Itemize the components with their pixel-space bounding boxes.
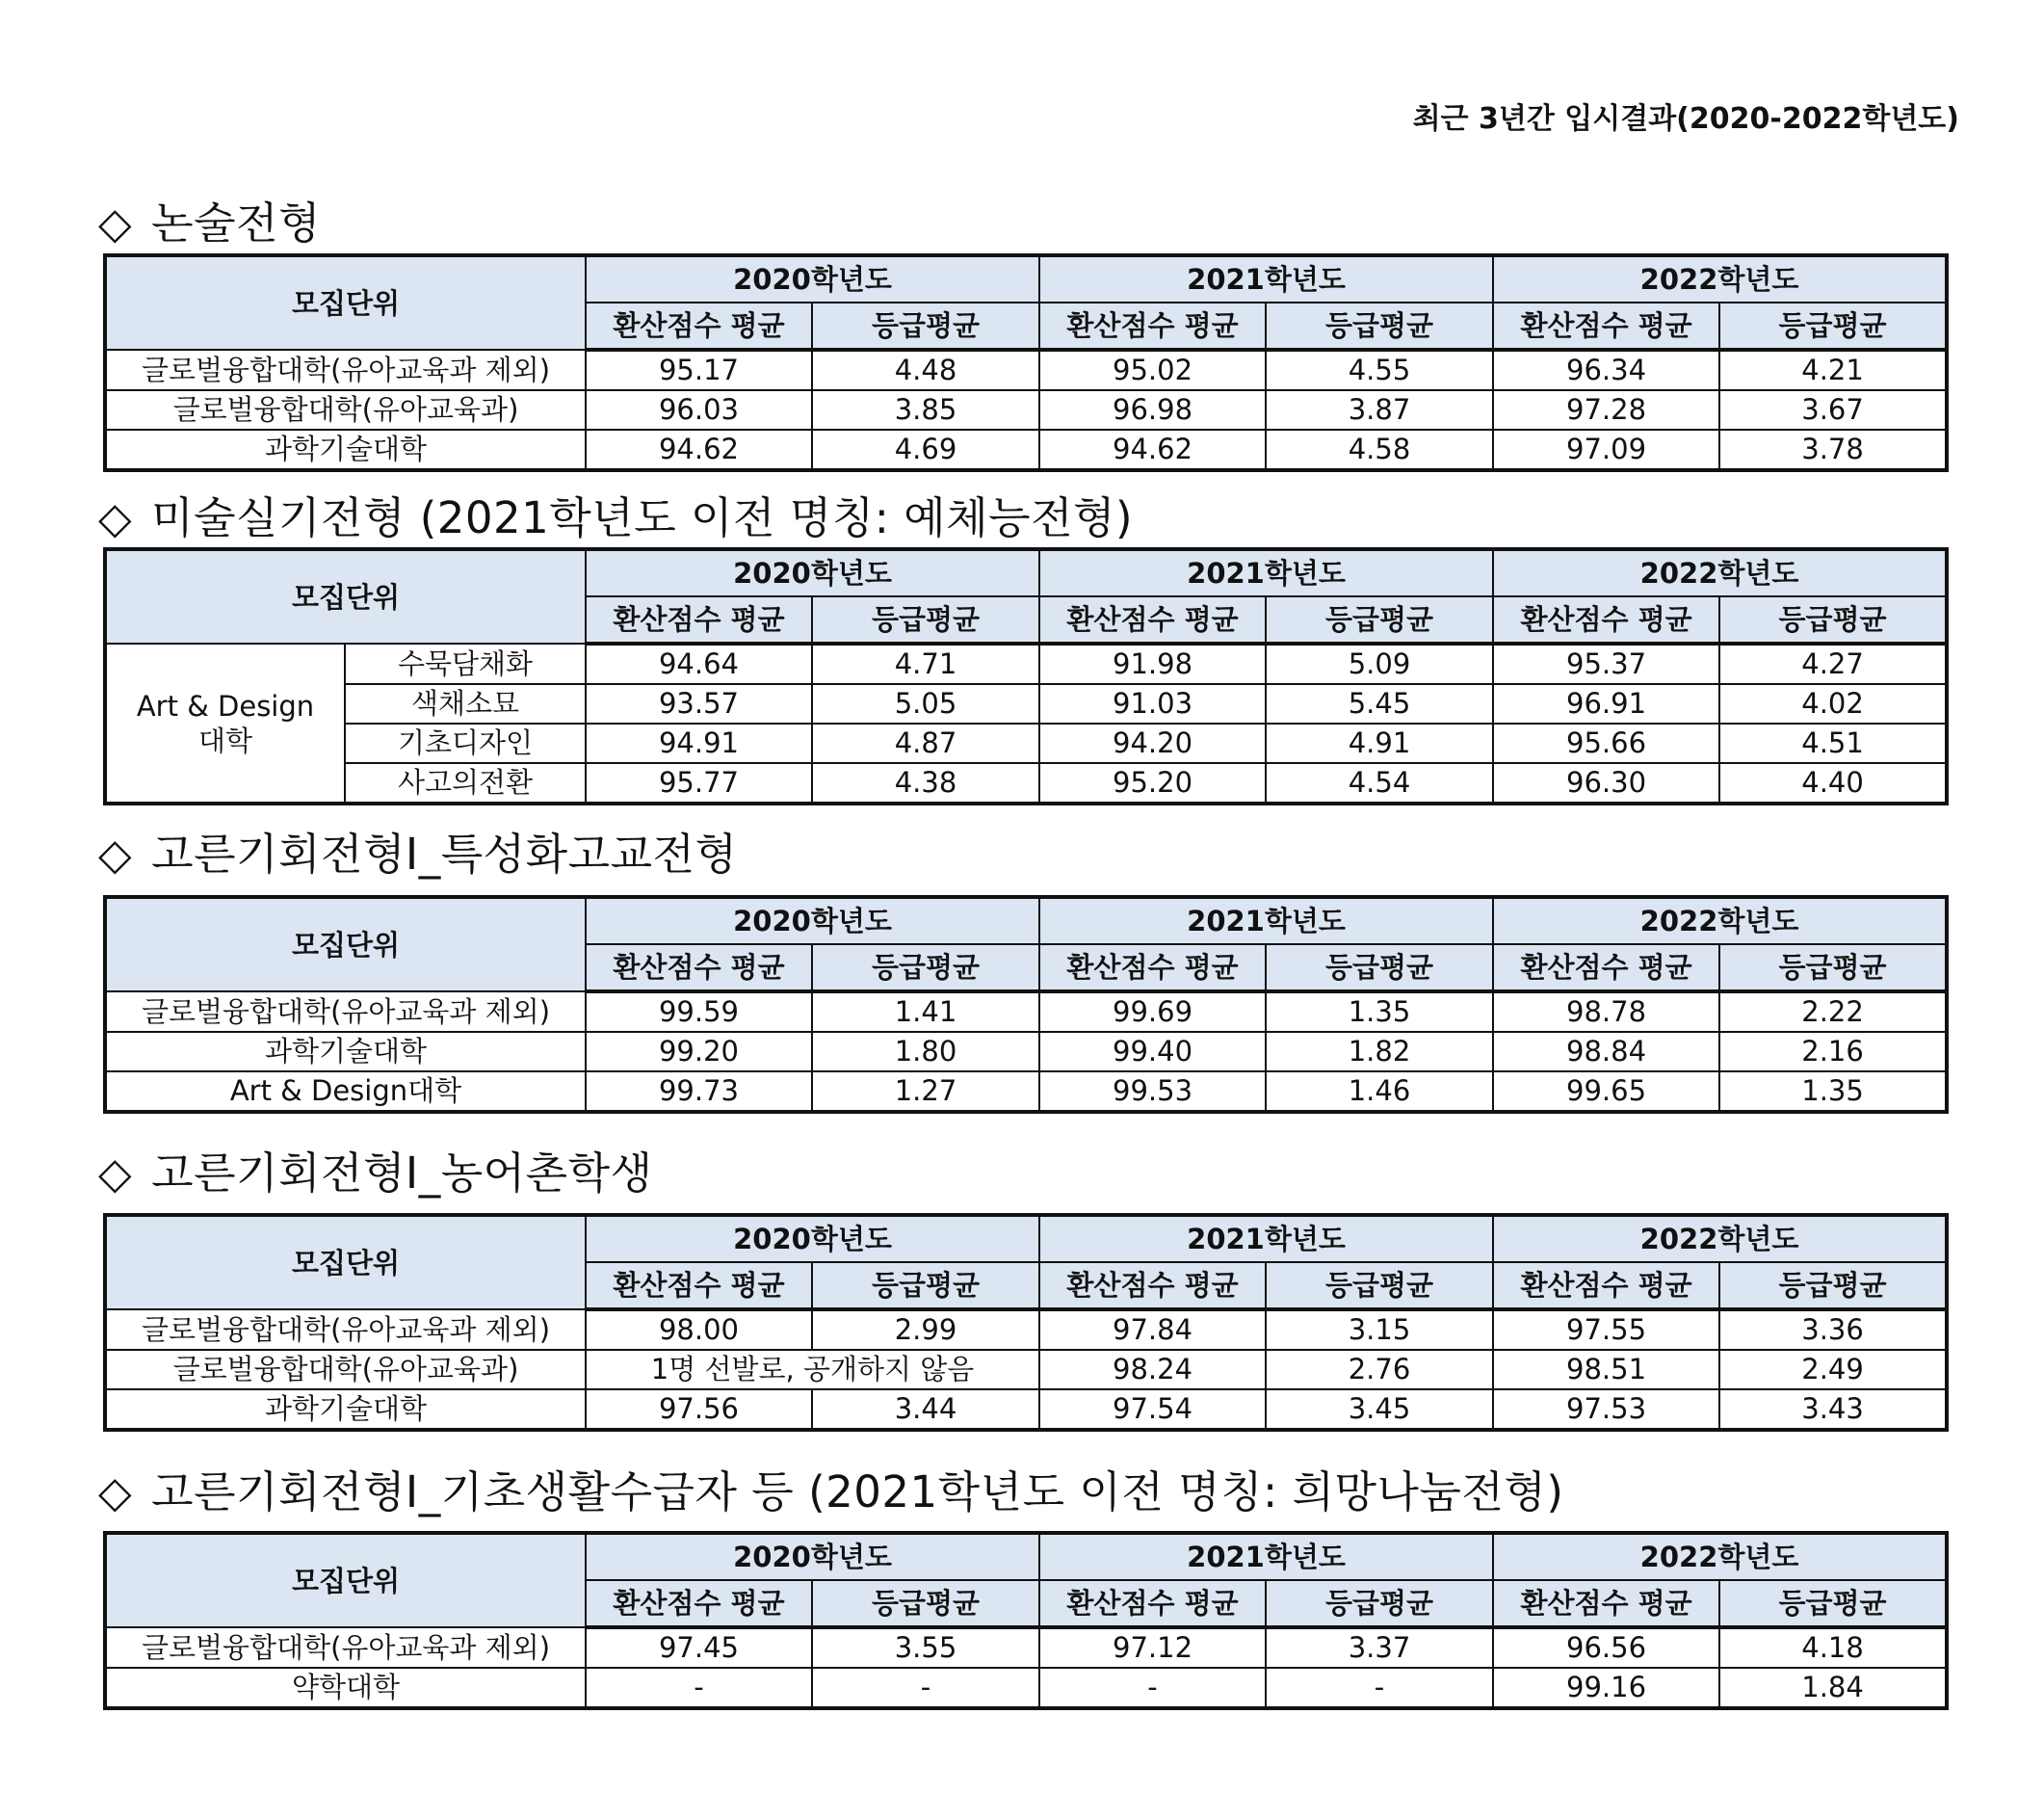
diamond-marker-icon: ◇	[98, 198, 133, 249]
grade-avg-cell: 4.51	[1719, 724, 1947, 763]
section-title-text: 고른기회전형Ⅰ_기초생활수급자 등 (2021학년도 이전 명칭: 희망나눔전형)	[151, 1466, 1564, 1517]
year-header: 2022학년도	[1493, 1215, 1947, 1262]
section-title-text: 논술전형	[151, 198, 321, 249]
table-row	[105, 1627, 1947, 1668]
grade-avg-header: 등급평균	[1266, 596, 1493, 644]
table-row	[105, 1668, 1947, 1708]
grade-avg-header: 등급평균	[1266, 303, 1493, 350]
score-avg-header: 환산점수 평균	[1039, 596, 1266, 644]
grade-avg-cell: 4.48	[812, 350, 1039, 390]
grade-avg-cell: 1.80	[812, 1032, 1039, 1071]
grade-avg-cell: 3.15	[1266, 1309, 1493, 1350]
unit-name: 과학기술대학	[105, 1389, 586, 1430]
grade-avg-cell: 1.27	[812, 1071, 1039, 1112]
grade-avg-cell: 3.37	[1266, 1627, 1493, 1668]
year-header: 2020학년도	[586, 549, 1039, 596]
college-group-label: Art & Design	[136, 689, 315, 723]
grade-avg-cell: 3.44	[812, 1389, 1039, 1430]
grade-avg-header: 등급평균	[1719, 1580, 1947, 1627]
score-avg-cell: 97.55	[1493, 1309, 1719, 1350]
unit-name: 약학대학	[105, 1668, 586, 1708]
score-avg-cell: 94.62	[586, 430, 812, 470]
score-avg-header: 환산점수 평균	[586, 596, 812, 644]
score-avg-cell: 94.64	[586, 644, 812, 684]
score-avg-cell: 96.56	[1493, 1627, 1719, 1668]
score-avg-cell: 96.34	[1493, 350, 1719, 390]
diamond-marker-icon: ◇	[98, 492, 133, 543]
table-row	[105, 991, 1947, 1032]
year-header: 2021학년도	[1039, 897, 1493, 944]
grade-avg-header: 등급평균	[1719, 944, 1947, 991]
score-avg-cell: 96.03	[586, 390, 812, 430]
table-row	[105, 350, 1947, 390]
section-title-art-practical	[98, 483, 1133, 545]
score-avg-cell: 99.59	[586, 991, 812, 1032]
score-avg-cell: 96.30	[1493, 763, 1719, 804]
score-avg-cell: 97.84	[1039, 1309, 1266, 1350]
grade-avg-cell: 5.09	[1266, 644, 1493, 684]
section-title-specialized-hs	[98, 819, 738, 882]
table-row	[105, 1071, 1947, 1112]
grade-avg-cell: 4.87	[812, 724, 1039, 763]
not-disclosed-note: 1명 선발로, 공개하지 않음	[586, 1350, 1039, 1389]
year-header: 2022학년도	[1493, 897, 1947, 944]
unit-name: 글로벌융합대학(유아교육과 제외)	[105, 1627, 586, 1668]
score-avg-cell: 99.20	[586, 1032, 812, 1071]
score-avg-cell: 93.57	[586, 684, 812, 724]
grade-avg-cell: 3.87	[1266, 390, 1493, 430]
unit-header: 모집단위	[105, 1215, 586, 1309]
grade-avg-cell: 3.67	[1719, 390, 1947, 430]
grade-avg-header: 등급평균	[1266, 1262, 1493, 1309]
grade-avg-cell: 4.18	[1719, 1627, 1947, 1668]
diamond-marker-icon: ◇	[98, 829, 133, 880]
score-avg-cell: 96.98	[1039, 390, 1266, 430]
grade-avg-cell: 4.91	[1266, 724, 1493, 763]
grade-avg-header: 등급평균	[812, 1262, 1039, 1309]
table-row	[105, 684, 1947, 724]
score-avg-cell: 99.53	[1039, 1071, 1266, 1112]
score-avg-cell: 99.73	[586, 1071, 812, 1112]
grade-avg-cell: 3.55	[812, 1627, 1039, 1668]
score-avg-cell: 94.91	[586, 724, 812, 763]
grade-avg-header: 등급평균	[1719, 1262, 1947, 1309]
diamond-marker-icon: ◇	[98, 1466, 133, 1517]
grade-avg-cell: 4.21	[1719, 350, 1947, 390]
score-avg-cell: 97.56	[586, 1389, 812, 1430]
score-avg-header: 환산점수 평균	[1493, 1580, 1719, 1627]
grade-avg-cell: 2.22	[1719, 991, 1947, 1032]
table-row	[105, 1032, 1947, 1071]
score-avg-cell: -	[1039, 1668, 1266, 1708]
score-avg-cell: 91.98	[1039, 644, 1266, 684]
unit-name: 과학기술대학	[105, 1032, 586, 1071]
grade-avg-cell: -	[1266, 1668, 1493, 1708]
grade-avg-cell: 1.82	[1266, 1032, 1493, 1071]
grade-avg-cell: 1.84	[1719, 1668, 1947, 1708]
grade-avg-cell: 3.36	[1719, 1309, 1947, 1350]
score-avg-cell: 95.77	[586, 763, 812, 804]
grade-avg-cell: 4.38	[812, 763, 1039, 804]
grade-avg-cell: 1.35	[1719, 1071, 1947, 1112]
score-avg-cell: 97.54	[1039, 1389, 1266, 1430]
grade-avg-cell: 1.46	[1266, 1071, 1493, 1112]
score-avg-cell: 91.03	[1039, 684, 1266, 724]
table-row	[105, 390, 1947, 430]
unit-name: Art & Design대학	[105, 1071, 586, 1112]
score-avg-cell: 98.24	[1039, 1350, 1266, 1389]
year-header: 2020학년도	[586, 897, 1039, 944]
score-avg-cell: 95.37	[1493, 644, 1719, 684]
score-avg-cell: 94.62	[1039, 430, 1266, 470]
year-header: 2020학년도	[586, 1533, 1039, 1580]
score-avg-header: 환산점수 평균	[586, 303, 812, 350]
section-title-text: 고른기회전형Ⅰ_특성화고교전형	[151, 829, 738, 880]
unit-name: 글로벌융합대학(유아교육과 제외)	[105, 350, 586, 390]
grade-avg-cell: 4.69	[812, 430, 1039, 470]
unit-name: 사고의전환	[345, 763, 586, 804]
grade-avg-cell: 4.54	[1266, 763, 1493, 804]
year-header: 2020학년도	[586, 1215, 1039, 1262]
grade-avg-cell: 4.71	[812, 644, 1039, 684]
grade-avg-cell: 1.35	[1266, 991, 1493, 1032]
score-avg-header: 환산점수 평균	[1039, 1580, 1266, 1627]
score-avg-cell: 97.09	[1493, 430, 1719, 470]
unit-header: 모집단위	[105, 1533, 586, 1627]
score-avg-cell: 97.53	[1493, 1389, 1719, 1430]
grade-avg-cell: 2.99	[812, 1309, 1039, 1350]
score-avg-header: 환산점수 평균	[1493, 1262, 1719, 1309]
grade-avg-cell: 5.05	[812, 684, 1039, 724]
grade-avg-cell: 5.45	[1266, 684, 1493, 724]
score-avg-cell: 97.45	[586, 1627, 812, 1668]
score-avg-cell: 99.65	[1493, 1071, 1719, 1112]
table-row	[105, 1350, 1947, 1389]
table-row	[105, 763, 1947, 804]
grade-avg-header: 등급평균	[812, 944, 1039, 991]
essay-results-table	[103, 253, 1949, 472]
unit-name: 글로벌융합대학(유아교육과)	[105, 1350, 586, 1389]
college-group-label: 대학	[197, 724, 253, 757]
unit-name: 글로벌융합대학(유아교육과 제외)	[105, 1309, 586, 1350]
basic-livelihood-results-table	[103, 1531, 1949, 1710]
grade-avg-cell: 4.55	[1266, 350, 1493, 390]
score-avg-cell: 99.69	[1039, 991, 1266, 1032]
grade-avg-cell: 3.78	[1719, 430, 1947, 470]
year-header: 2021학년도	[1039, 1533, 1493, 1580]
grade-avg-cell: 3.85	[812, 390, 1039, 430]
score-avg-header: 환산점수 평균	[1039, 944, 1266, 991]
grade-avg-cell: 2.16	[1719, 1032, 1947, 1071]
score-avg-cell: 95.66	[1493, 724, 1719, 763]
year-header: 2021학년도	[1039, 549, 1493, 596]
score-avg-cell: 97.28	[1493, 390, 1719, 430]
unit-name: 기초디자인	[345, 724, 586, 763]
score-avg-cell: 97.12	[1039, 1627, 1266, 1668]
score-avg-cell: 96.91	[1493, 684, 1719, 724]
year-header: 2020학년도	[586, 255, 1039, 303]
grade-avg-cell: 4.02	[1719, 684, 1947, 724]
section-title-text: 고른기회전형Ⅰ_농어촌학생	[151, 1147, 653, 1199]
unit-name: 수묵담채화	[345, 644, 586, 684]
score-avg-cell: 99.40	[1039, 1032, 1266, 1071]
grade-avg-header: 등급평균	[1266, 944, 1493, 991]
table-row	[105, 430, 1947, 470]
grade-avg-cell: 3.43	[1719, 1389, 1947, 1430]
grade-avg-cell: -	[812, 1668, 1039, 1708]
score-avg-cell: 94.20	[1039, 724, 1266, 763]
grade-avg-cell: 2.76	[1266, 1350, 1493, 1389]
unit-header: 모집단위	[105, 549, 586, 644]
unit-name: 글로벌융합대학(유아교육과 제외)	[105, 991, 586, 1032]
year-header: 2022학년도	[1493, 549, 1947, 596]
unit-name: 글로벌융합대학(유아교육과)	[105, 390, 586, 430]
score-avg-cell: 95.02	[1039, 350, 1266, 390]
score-avg-cell: 99.16	[1493, 1668, 1719, 1708]
score-avg-header: 환산점수 평균	[1039, 1262, 1266, 1309]
year-header: 2021학년도	[1039, 1215, 1493, 1262]
unit-name: 색채소묘	[345, 684, 586, 724]
grade-avg-cell: 4.40	[1719, 763, 1947, 804]
score-avg-header: 환산점수 평균	[586, 1262, 812, 1309]
score-avg-cell: 98.78	[1493, 991, 1719, 1032]
art-practical-results-table	[103, 547, 1949, 805]
year-header: 2022학년도	[1493, 255, 1947, 303]
table-row	[105, 1309, 1947, 1350]
section-title-text: 미술실기전형 (2021학년도 이전 명칭: 예체능전형)	[151, 492, 1134, 543]
document-header: 최근 3년간 입시결과(2020-2022학년도)	[1412, 102, 1959, 136]
grade-avg-header: 등급평균	[1719, 303, 1947, 350]
college-group-cell	[105, 644, 345, 804]
year-header: 2022학년도	[1493, 1533, 1947, 1580]
grade-avg-cell: 4.27	[1719, 644, 1947, 684]
year-header: 2021학년도	[1039, 255, 1493, 303]
section-title-rural-students	[98, 1138, 653, 1200]
unit-header: 모집단위	[105, 255, 586, 350]
table-row	[105, 724, 1947, 763]
specialized-hs-results-table	[103, 895, 1949, 1114]
score-avg-header: 환산점수 평균	[1039, 303, 1266, 350]
grade-avg-cell: 3.45	[1266, 1389, 1493, 1430]
grade-avg-cell: 4.58	[1266, 430, 1493, 470]
score-avg-cell: 98.84	[1493, 1032, 1719, 1071]
grade-avg-cell: 1.41	[812, 991, 1039, 1032]
section-title-essay	[98, 188, 321, 251]
score-avg-cell: -	[586, 1668, 812, 1708]
unit-name: 과학기술대학	[105, 430, 586, 470]
score-avg-cell: 95.20	[1039, 763, 1266, 804]
table-row	[105, 1389, 1947, 1430]
grade-avg-cell: 2.49	[1719, 1350, 1947, 1389]
score-avg-header: 환산점수 평균	[586, 1580, 812, 1627]
table-row	[105, 644, 1947, 684]
score-avg-cell: 95.17	[586, 350, 812, 390]
diamond-marker-icon: ◇	[98, 1147, 133, 1199]
grade-avg-header: 등급평균	[1266, 1580, 1493, 1627]
score-avg-cell: 98.51	[1493, 1350, 1719, 1389]
grade-avg-header: 등급평균	[812, 596, 1039, 644]
score-avg-header: 환산점수 평균	[1493, 944, 1719, 991]
grade-avg-header: 등급평균	[1719, 596, 1947, 644]
score-avg-header: 환산점수 평균	[1493, 303, 1719, 350]
score-avg-header: 환산점수 평균	[586, 944, 812, 991]
unit-header: 모집단위	[105, 897, 586, 991]
score-avg-header: 환산점수 평균	[1493, 596, 1719, 644]
rural-students-results-table	[103, 1213, 1949, 1432]
score-avg-cell: 98.00	[586, 1309, 812, 1350]
grade-avg-header: 등급평균	[812, 1580, 1039, 1627]
section-title-basic-livelihood	[98, 1457, 1563, 1519]
grade-avg-header: 등급평균	[812, 303, 1039, 350]
